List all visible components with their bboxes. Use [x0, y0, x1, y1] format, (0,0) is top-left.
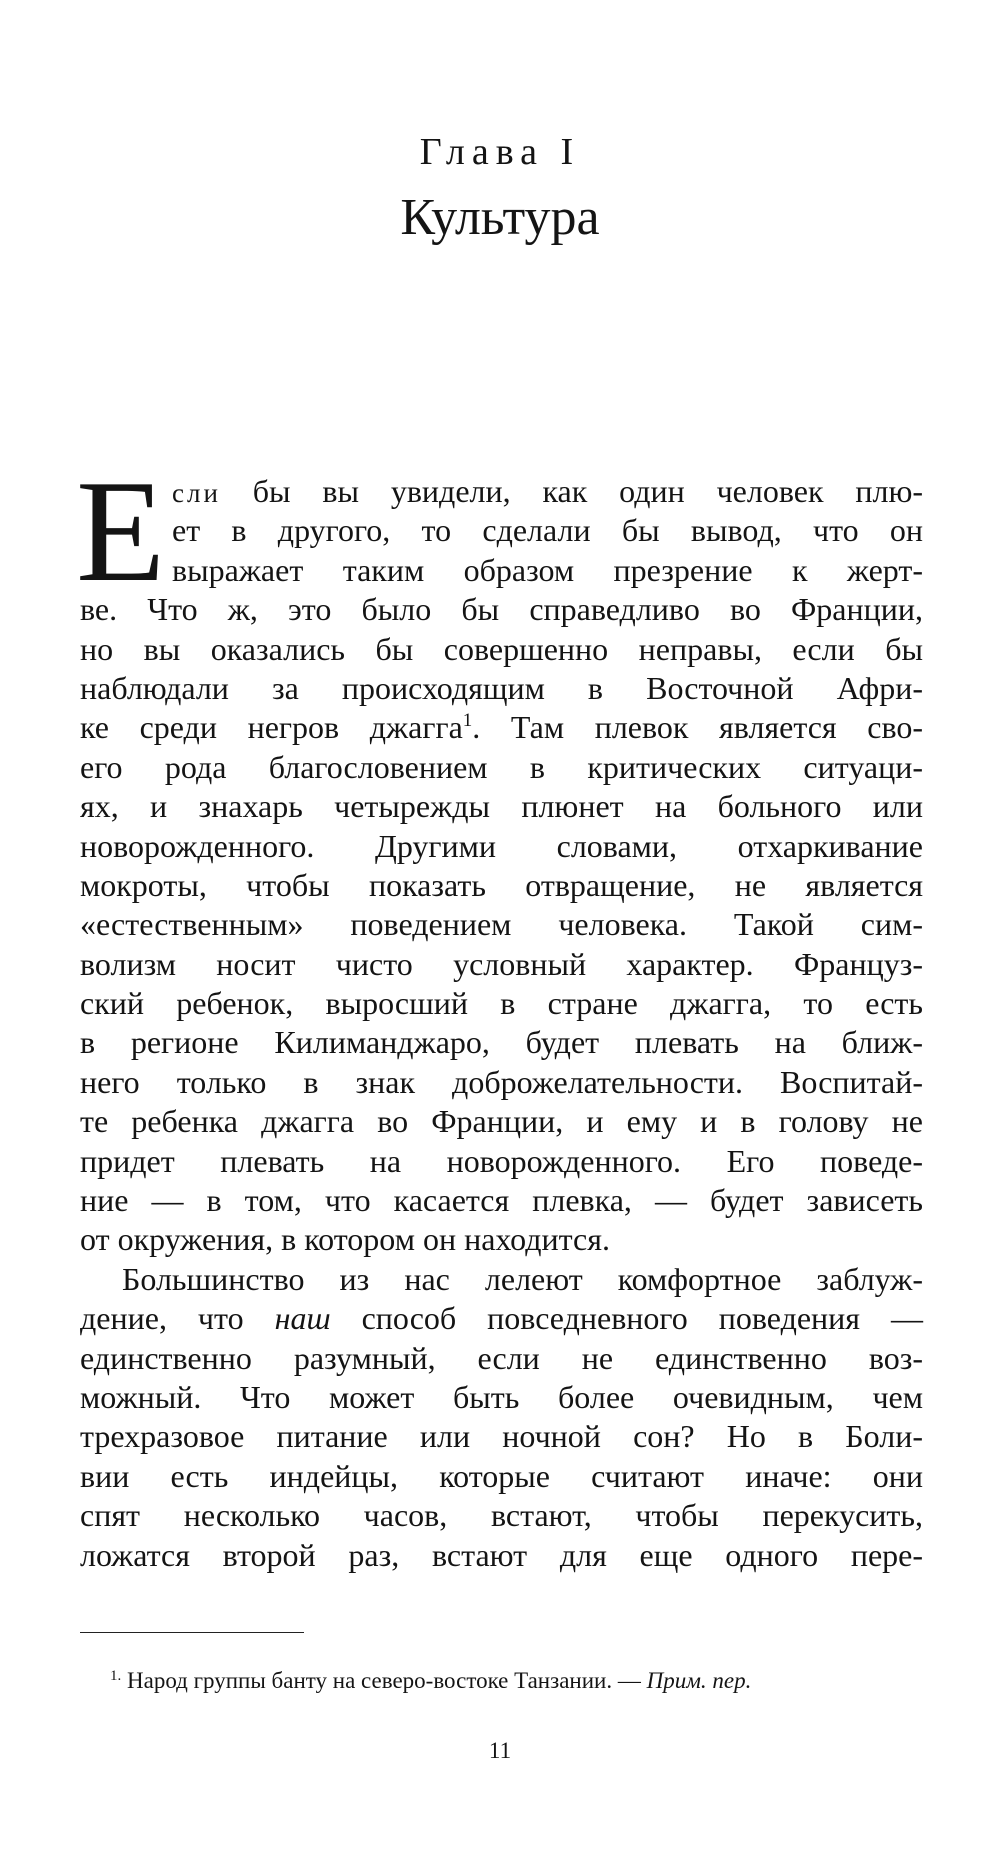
text-line: от окружения, в котором он находится.	[80, 1221, 610, 1258]
text-line: выражает таким образом презрение к жерт-	[172, 551, 923, 588]
footnote-marker: 1.	[110, 1668, 122, 1684]
text-line: «естественным» поведением человека. Такой сим-	[80, 906, 923, 943]
text-fragment: бы вы увидели, как один человек плю-	[220, 473, 923, 509]
text-fragment: дение, что	[80, 1300, 275, 1337]
footnote	[110, 1666, 922, 1696]
text-line: его рода благословением в критических ситуаци-	[80, 748, 923, 785]
text-line: волизм носит чисто условный характер. Француз-	[80, 945, 923, 982]
text-line: ет в другого, то сделали бы вывод, что он	[172, 512, 923, 549]
emphasized-word: наш	[274, 1300, 331, 1337]
footnote-note: Прим. пер.	[646, 1668, 752, 1693]
text-line: ложатся второй раз, встают для еще одного пере-	[80, 1536, 923, 1573]
text-line: ский ребенок, выросший в стране джагга, то есть	[80, 985, 923, 1022]
text-line: трехразовое питание или ночной сон? Но в Боли-	[80, 1418, 923, 1455]
text-line	[80, 708, 923, 747]
text-line: мокроты, чтобы показать отвращение, не является	[80, 866, 923, 903]
text-line: спят несколько часов, встают, чтобы перекусить,	[80, 1497, 923, 1534]
text-line: придет плевать на новорожденного. Его поведе-	[80, 1142, 923, 1179]
text-line: в регионе Килиманджаро, будет плевать на ближ-	[80, 1024, 923, 1061]
drop-cap: Е	[76, 450, 166, 612]
footnote-divider	[80, 1632, 304, 1633]
chapter-label: Глава I	[419, 131, 581, 173]
text-fragment: ке среди негров джагга	[80, 709, 463, 746]
text-line: ние — в том, что касается плевка, — будет зависеть	[80, 1182, 923, 1219]
text-line: ве. Что ж, это было бы справедливо во Франции,	[80, 591, 923, 628]
chapter-title: Культура	[400, 189, 600, 246]
footnote-reference[interactable]: 1	[462, 710, 473, 732]
text-line: единственно разумный, если не единственно воз-	[80, 1339, 923, 1376]
text-line: те ребенка джагга во Франции, и ему и в голову не	[80, 1103, 923, 1140]
text-line	[80, 472, 923, 511]
text-line: можный. Что может быть более очевидным, чем	[80, 1378, 923, 1415]
text-line: него только в знак доброжелательности. Воспитай-	[80, 1063, 923, 1100]
text-line: но вы оказались бы совершенно неправы, если бы	[80, 630, 923, 667]
page-number: 11	[488, 1738, 512, 1763]
footnote-text: Народ группы банту на северо-востоке Танзании. —	[121, 1668, 647, 1693]
text-line: наблюдали за происходящим в Восточной Афри-	[80, 669, 923, 706]
text-line: Большинство из нас лелеют комфортное заблуж-	[122, 1260, 923, 1297]
main-text	[76, 450, 924, 1575]
text-fragment: способ повседневного поведения —	[330, 1300, 924, 1337]
small-caps-word: сли	[172, 478, 221, 508]
text-line: ях, и знахарь четырежды плюнет на больного или	[80, 788, 923, 825]
text-line: вии есть индейцы, которые считают иначе: они	[80, 1457, 923, 1494]
text-line	[80, 1299, 923, 1338]
text-fragment: . Там плевок является сво-	[472, 709, 923, 746]
text-line: новорожденного. Другими словами, отхаркивание	[80, 827, 923, 864]
